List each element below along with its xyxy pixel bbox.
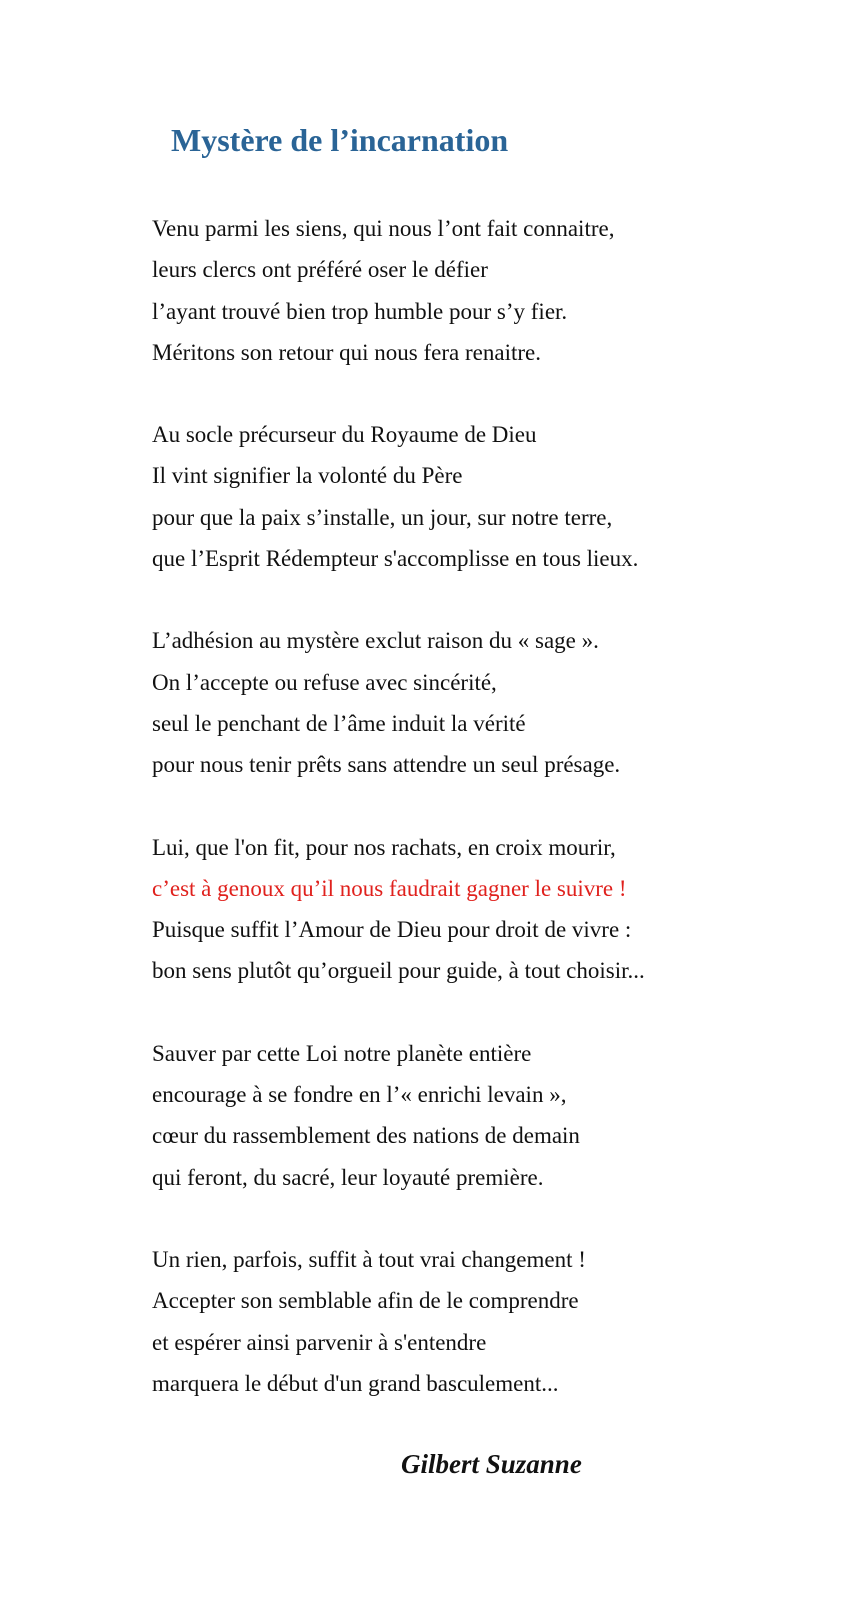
poem-line: encourage à se fondre en l’« enrichi levain », (152, 1082, 567, 1108)
poem-line: qui feront, du sacré, leur loyauté première. (152, 1164, 544, 1190)
poem-line: l’ayant trouvé bien trop humble pour s’y fier. (152, 298, 568, 324)
poem-line: Accepter son semblable afin de le comprendre (152, 1288, 579, 1314)
poem-line: que l’Esprit Rédempteur s'accomplisse en tous lieux. (152, 546, 639, 572)
poem-line: Il vint signifier la volonté du Père (152, 463, 463, 489)
poem-line-highlighted: c’est à genoux qu’il nous faudrait gagner le suivre ! (152, 875, 627, 901)
poem-title: Mystère de l’incarnation (171, 122, 509, 158)
poem-line: seul le penchant de l’âme induit la vérité (152, 710, 526, 736)
poem-line: cœur du rassemblement des nations de demain (152, 1123, 580, 1149)
stanza-3 (152, 620, 812, 785)
poem-body (152, 208, 812, 1445)
poem-line: Puisque suffit l’Amour de Dieu pour droit de vivre : (152, 917, 632, 943)
poem-line: leurs clercs ont préféré oser le défier (152, 257, 488, 283)
poem-line: pour nous tenir prêts sans attendre un seul présage. (152, 752, 621, 778)
poem-line: marquera le début d'un grand basculement... (152, 1370, 559, 1396)
poem-line: On l’accepte ou refuse avec sincérité, (152, 669, 497, 695)
poem-line: Venu parmi les siens, qui nous l’ont fait connaitre, (152, 216, 615, 241)
stanza-2 (152, 414, 812, 579)
poem-line: et espérer ainsi parvenir à s'entendre (152, 1329, 487, 1355)
author-signature: Gilbert Suzanne (401, 1449, 582, 1479)
poem-line: Sauver par cette Loi notre planète entière (152, 1040, 532, 1066)
poem-line: Lui, que l'on fit, pour nos rachats, en croix mourir, (152, 834, 616, 860)
poem-line: Au socle précurseur du Royaume de Dieu (152, 422, 537, 448)
stanza-6 (152, 1239, 812, 1404)
stanza-5 (152, 1033, 812, 1198)
poem-line: pour que la paix s’installe, un jour, sur notre terre, (152, 504, 613, 530)
poem-line: Un rien, parfois, suffit à tout vrai changement ! (152, 1246, 586, 1272)
poem-line: L’adhésion au mystère exclut raison du « sage ». (152, 628, 599, 654)
poem-line: Méritons son retour qui nous fera renaitre. (152, 339, 541, 365)
poem-line: bon sens plutôt qu’orgueil pour guide, à tout choisir... (152, 958, 645, 984)
stanza-1 (152, 208, 812, 373)
stanza-4 (152, 827, 812, 992)
